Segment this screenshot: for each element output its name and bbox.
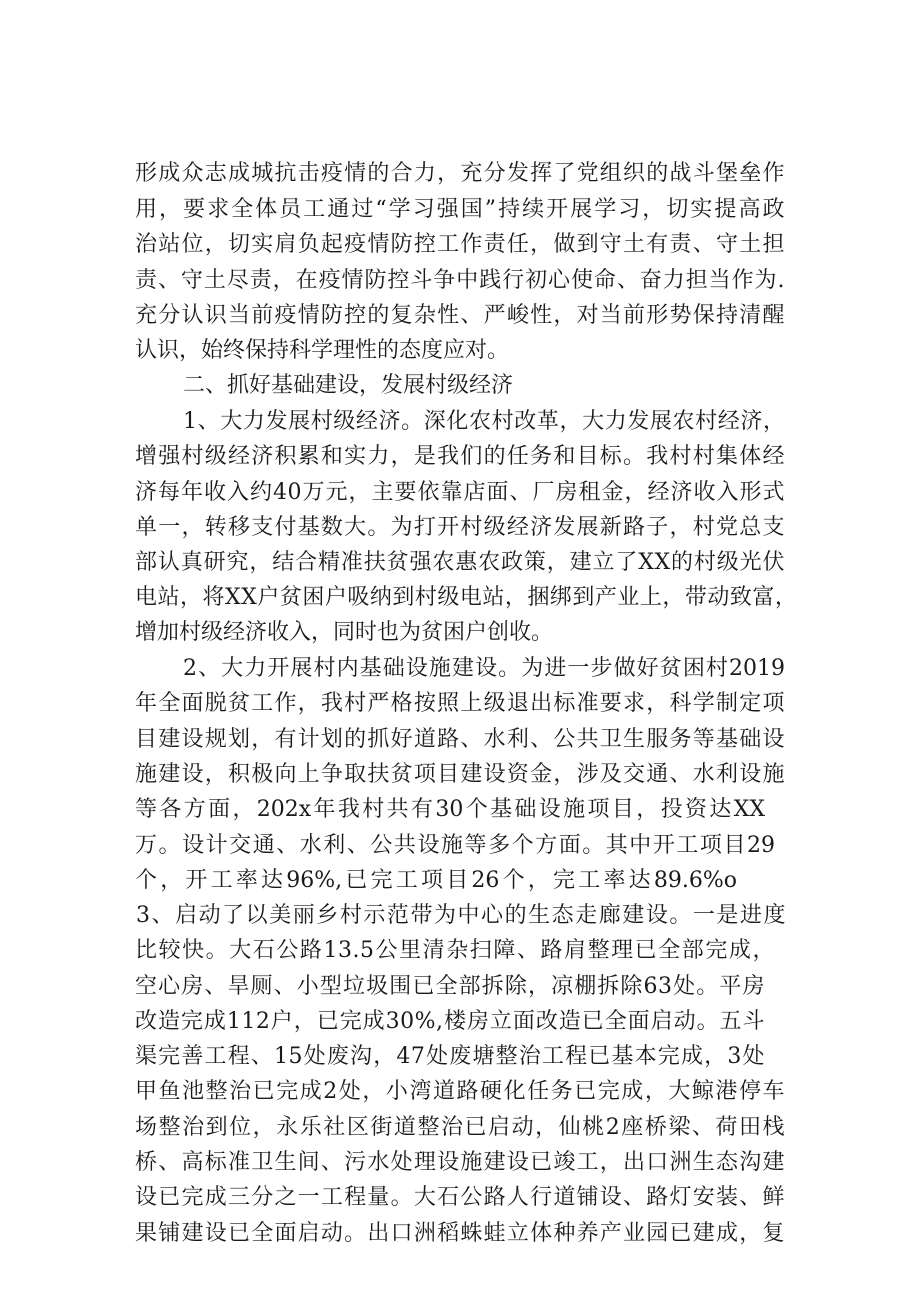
paragraph-line: 甲鱼池整治已完成2处，小湾道路硬化任务已完成，大鲸港停车	[135, 1079, 785, 1104]
paragraph-first-line: 1、大力发展村级经济。深化农村改革，大力发展农村经济，	[183, 409, 785, 434]
paragraph-first-line: 3、启动了以美丽乡村示范带为中心的生态走廊建设。一是进度	[136, 903, 786, 928]
paragraph-line: 设已完成三分之一工程量。大石公路人行道铺设、路灯安装、鲜	[135, 1185, 785, 1210]
paragraph-first-line: 2、大力开展村内基础设施建设。为进一步做好贫困村2019	[183, 656, 785, 681]
paragraph-line: 部认真研究，结合精准扶贫强农惠农政策，建立了XX的村级光伏	[135, 550, 785, 575]
paragraph-line: 场整治到位，永乐社区街道整治已启动，仙桃2座桥梁、荷田栈	[135, 1115, 785, 1140]
paragraph-line: 充分认识当前疫情防控的复杂性、严峻性，对当前形势保持清醒	[135, 303, 785, 328]
paragraph-line: 用，要求全体员工通过“学习强国”持续开展学习，切实提高政	[135, 197, 785, 222]
paragraph-line: 济每年收入约40万元，主要依靠店面、厂房租金，经济收入形式	[135, 480, 785, 505]
paragraph-line: 空心房、旱厕、小型垃圾围已全部拆除，凉棚拆除63处。平房	[135, 974, 765, 999]
paragraph-line: 改造完成112户，已完成30%,楼房立面改造已全面启动。五斗	[135, 1009, 765, 1034]
paragraph-line: 目建设规划，有计划的抓好道路、水利、公共卫生服务等基础设	[135, 727, 785, 752]
paragraph-line: 个，开工率达96%,已完工项目26个，完工率达89.6%o	[135, 868, 737, 893]
paragraph-line: 万。设计交通、水利、公共设施等多个方面。其中开工项目29	[135, 833, 775, 858]
paragraph-line: 电站，将XX户贫困户吸纳到村级电站，捆绑到产业上，带动致富，	[135, 585, 798, 610]
paragraph-line: 形成众志成城抗击疫情的合力，充分发挥了党组织的战斗堡垒作	[135, 161, 785, 186]
paragraph-line: 年全面脱贫工作，我村严格按照上级退出标准要求，科学制定项	[135, 691, 785, 716]
paragraph-line: 增强村级经济积累和实力，是我们的任务和目标。我村村集体经	[135, 444, 785, 469]
paragraph-line: 比较快。大石公路13.5公里清杂扫障、路肩整理已全部完成，	[135, 938, 775, 963]
paragraph-line: 治站位，切实肩负起疫情防控工作责任，做到守土有责、守土担	[135, 232, 785, 257]
paragraph-line: 桥、高标准卫生间、污水处理设施建设已竣工，出口洲生态沟建	[135, 1150, 785, 1175]
paragraph-line: 增加村级经济收入，同时也为贫困户创收。	[135, 620, 554, 645]
section-heading: 二、抓好基础建设，发展村级经济	[183, 373, 514, 398]
paragraph-line: 等各方面，202x年我村共有30个基础设施项目，投资达XX	[135, 797, 765, 822]
paragraph-line: 果铺建设已全面启动。出口洲稻蛛蛙立体种养产业园已建成，复	[135, 1221, 785, 1246]
paragraph-line: 单一，转移支付基数大。为打开村级经济发展新路子，村党总支	[135, 515, 785, 540]
paragraph-line: 渠完善工程、15处废沟，47处废塘整治工程已基本完成，3处	[135, 1044, 765, 1069]
paragraph-line: 责、守土尽责，在疫情防控斗争中践行初心使命、奋力担当作为.	[135, 268, 785, 293]
paragraph-line: 认识，始终保持科学理性的态度应对。	[135, 338, 510, 363]
paragraph-line: 施建设，积极向上争取扶贫项目建设资金，涉及交通、水利设施	[135, 762, 785, 787]
